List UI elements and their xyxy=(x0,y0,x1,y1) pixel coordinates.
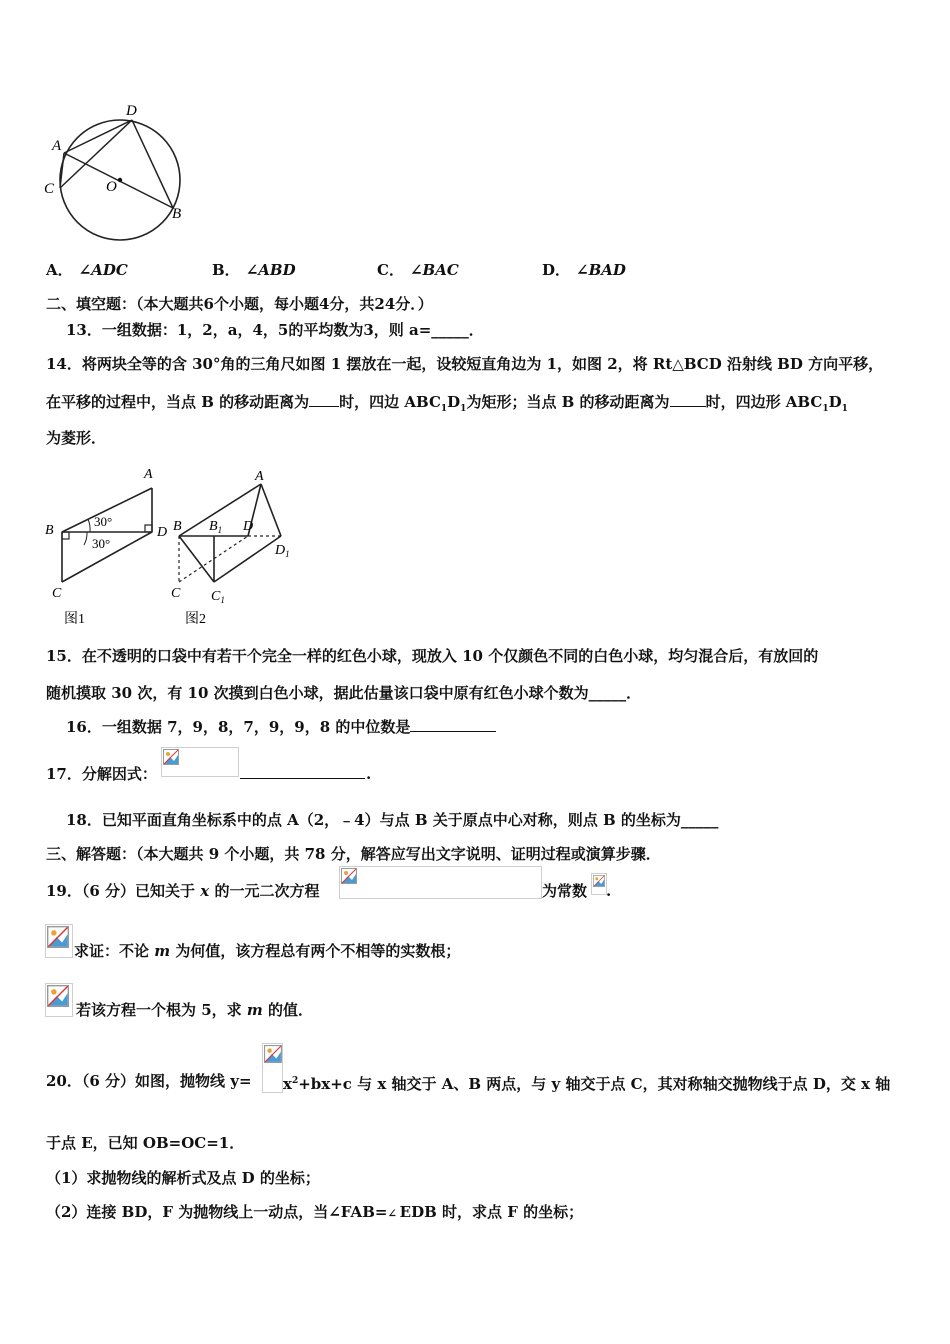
fig2-label-c: C xyxy=(171,586,181,601)
question-19-part-2: 若该方程一个根为 5，求 m 的值． xyxy=(76,1001,314,1019)
answer-blank xyxy=(240,764,365,779)
question-20-part-1: （1）求抛物线的解析式及点 D 的坐标； xyxy=(46,1169,320,1187)
label-d: D xyxy=(126,103,137,119)
fig1-label-a: A xyxy=(144,467,153,482)
segment-db xyxy=(132,120,173,208)
answer-blank xyxy=(309,392,339,407)
option-a: A． ∠ADC xyxy=(46,261,128,279)
question-18: 18．已知平面直角坐标系中的点 A（2，﹣4）与点 B 关于原点中心对称，则点 B 的坐标为_____ xyxy=(66,811,719,829)
fig2-label-b1: $B_1$ xyxy=(209,519,223,535)
fig1-caption: 图1 xyxy=(64,612,85,627)
fig1-angle-top: 30° xyxy=(94,514,113,529)
question-13: 13．一组数据：1，2，a，4，5的平均数为3，则 a=_____． xyxy=(66,321,484,339)
missing-part-2-marker xyxy=(45,983,73,1017)
question-20-line2: 于点 E，已知 OB=OC=1． xyxy=(46,1134,245,1152)
section-2-header: 二、填空题：（本大题共6个小题，每小题4分，共24分．） xyxy=(46,295,433,313)
circle-figure xyxy=(38,98,198,248)
broken-image-icon xyxy=(264,1045,282,1063)
label-c: C xyxy=(44,181,55,197)
question-19-part-1: 求证：不论 m 为何值，该方程总有两个不相等的实数根； xyxy=(74,942,461,960)
section-3-header: 三、解答题：（本大题共 9 个小题，共 78 分，解答应写出文字说明、证明过程或演算步骤． xyxy=(46,845,661,863)
fig1-label-b: B xyxy=(45,523,54,538)
question-20-part-2: （2）连接 BD，F 为抛物线上一动点，当∠FAB=∠ EDB 时，求点 F 的坐标； xyxy=(46,1203,584,1221)
fig2-label-a: A xyxy=(255,469,264,484)
question-14-line2: 在平移的过程中，当点 B 的移动距离为 时，四边 $ABC_1D_1$为矩形；当点 B 的移动距离为 时，四边形 $ABC_1D_1$ xyxy=(46,393,848,414)
question-20-prefix: 20．（6 分）如图，抛物线 y= xyxy=(46,1072,252,1090)
missing-part-1-marker xyxy=(45,924,73,958)
question-20-rest: $x^2+bx+c$ 与 x 轴交于 A、B 两点，与 y 轴交于点 C，其对称轴交抛物线于点 D，交 x 轴 xyxy=(283,1075,891,1093)
question-14-line3: 为菱形． xyxy=(46,429,107,447)
center-dot xyxy=(118,178,122,182)
question-19-period: . xyxy=(606,882,612,900)
missing-equation-image xyxy=(339,866,542,899)
fig2-label-c1: $C_1$ xyxy=(211,589,225,605)
fig1-label-c: C xyxy=(52,586,62,601)
broken-image-icon xyxy=(47,985,69,1007)
fig1-angle-bottom: 30° xyxy=(92,536,111,551)
question-14-line1: 14．将两块全等的含 30°角的三角尺如图 1 摆放在一起，设较短直角边为 1，如图 2，将 Rt△BCD 沿射线 BD 方向平移， xyxy=(46,355,884,373)
question-15-line2: 随机摸取 30 次，有 10 次摸到白色小球，据此估量该口袋中原有红色小球个数为_____． xyxy=(46,684,642,702)
option-b: B． ∠ABD xyxy=(212,261,296,279)
option-c: C． ∠BAC xyxy=(377,261,459,279)
broken-image-icon xyxy=(47,926,69,948)
label-o: O xyxy=(106,179,117,195)
question-19-suffix: 为常数 xyxy=(542,882,588,900)
broken-image-icon xyxy=(593,875,605,887)
figure-2 xyxy=(165,460,305,630)
period: . xyxy=(366,765,372,783)
fig2-label-d1: $D_1$ xyxy=(275,543,290,559)
answer-blank xyxy=(670,392,706,407)
fig1-label-d: D xyxy=(157,525,168,540)
fig2-label-d: D xyxy=(243,519,254,534)
label-b: B xyxy=(172,206,182,222)
missing-constant-image xyxy=(591,873,607,895)
broken-image-icon xyxy=(163,749,179,765)
broken-image-icon xyxy=(341,868,357,884)
missing-coefficient-image xyxy=(262,1043,283,1093)
segment-cd xyxy=(60,120,132,188)
fig2-label-b: B xyxy=(173,519,182,534)
figure-1 xyxy=(40,460,172,630)
label-a: A xyxy=(52,138,62,154)
question-17: 17．分解因式： xyxy=(46,765,157,783)
question-19-prefix: 19．（6 分）已知关于 x 的一元二次方程 xyxy=(46,882,320,900)
question-16: 16．一组数据 7，9，8，7，9，9，8 的中位数是 xyxy=(66,717,496,737)
fig2-caption: 图2 xyxy=(185,612,206,627)
question-15-line1: 15．在不透明的口袋中有若干个完全一样的红色小球，现放入 10 个仅颜色不同的白色小球，均匀混合后，有放回的 xyxy=(46,647,819,665)
answer-blank xyxy=(410,717,496,732)
missing-formula-image xyxy=(161,747,239,777)
option-d: D． ∠BAD xyxy=(542,261,626,279)
